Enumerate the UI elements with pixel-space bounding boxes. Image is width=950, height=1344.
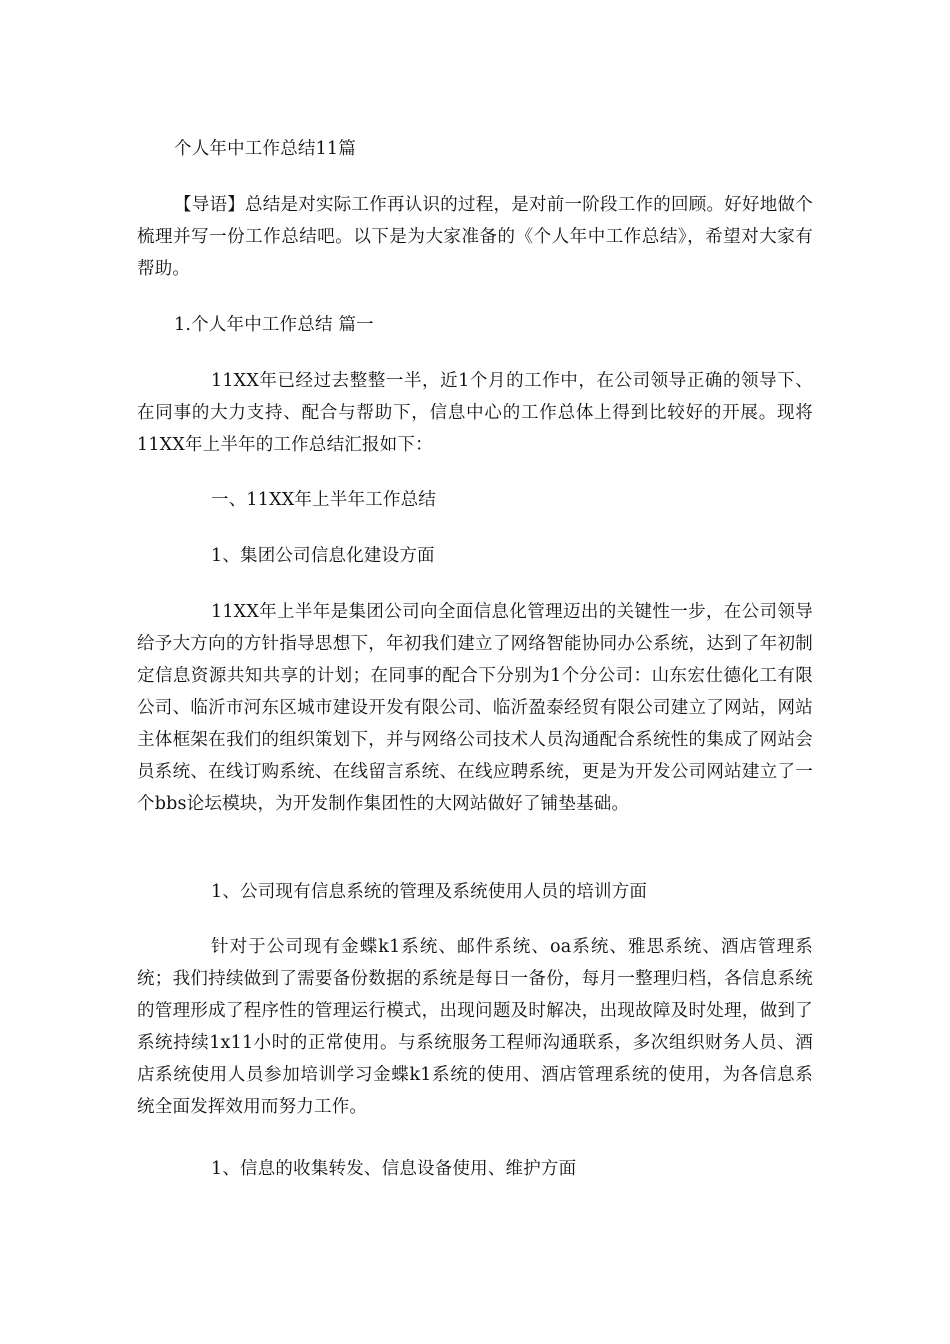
intro-paragraph: 【导语】总结是对实际工作再认识的过程，是对前一阶段工作的回顾。好好地做个梳理并写一份工作总结吧。以下是为大家准备的《个人年中工作总结》，希望对大家有帮助。 bbox=[137, 195, 813, 279]
subheading-informatization: 1、集团公司信息化建设方面 bbox=[211, 546, 435, 566]
section-heading: 1.个人年中工作总结 篇一 bbox=[174, 315, 374, 335]
subheading-information-equipment: 1、信息的收集转发、信息设备使用、维护方面 bbox=[211, 1159, 577, 1179]
subheading-summary: 一、11XX年上半年工作总结 bbox=[211, 490, 436, 510]
paragraph-overview: 11XX年已经过去整整一半，近1个月的工作中，在公司领导正确的领导下、在同事的大力支持、配合与帮助下，信息中心的工作总体上得到比较好的开展。现将11XX年上半年的工作总结汇报如下： bbox=[137, 371, 813, 455]
paragraph-system-management: 针对于公司现有金蝶k1系统、邮件系统、oa系统、雅思系统、酒店管理系统；我们持续做到了需要备份数据的系统是每日一备份，每月一整理归档，各信息系统的管理形成了程序性的管理运行模式，出现问题及时解决，出现故障及时处理，做到了系统持续1x11小时的正常使用。与系统服务工程师沟通联系，多次组织财务人员、酒店系统使用人员参加培训学习金蝶k1系统的使用、酒店管理系统的使用，为各信息系统全面发挥效用而努力工作。 bbox=[137, 937, 813, 1117]
document-title: 个人年中工作总结11篇 bbox=[174, 139, 356, 159]
subheading-system-management: 1、公司现有信息系统的管理及系统使用人员的培训方面 bbox=[211, 882, 648, 902]
paragraph-informatization: 11XX年上半年是集团公司向全面信息化管理迈出的关键性一步，在公司领导给予大方向的方针指导思想下，年初我们建立了网络智能协同办公系统，达到了年初制定信息资源共知共享的计划；在同事的配合下分别为1个分公司：山东宏仕德化工有限公司、临沂市河东区城市建设开发有限公司、临沂盈泰经贸有限公司建立了网站，网站主体框架在我们的组织策划下，并与网络公司技术人员沟通配合系统性的集成了网站会员系统、在线订购系统、在线留言系统、在线应聘系统，更是为开发公司网站建立了一个bbs论坛模块，为开发制作集团性的大网站做好了铺垫基础。 bbox=[137, 602, 813, 814]
